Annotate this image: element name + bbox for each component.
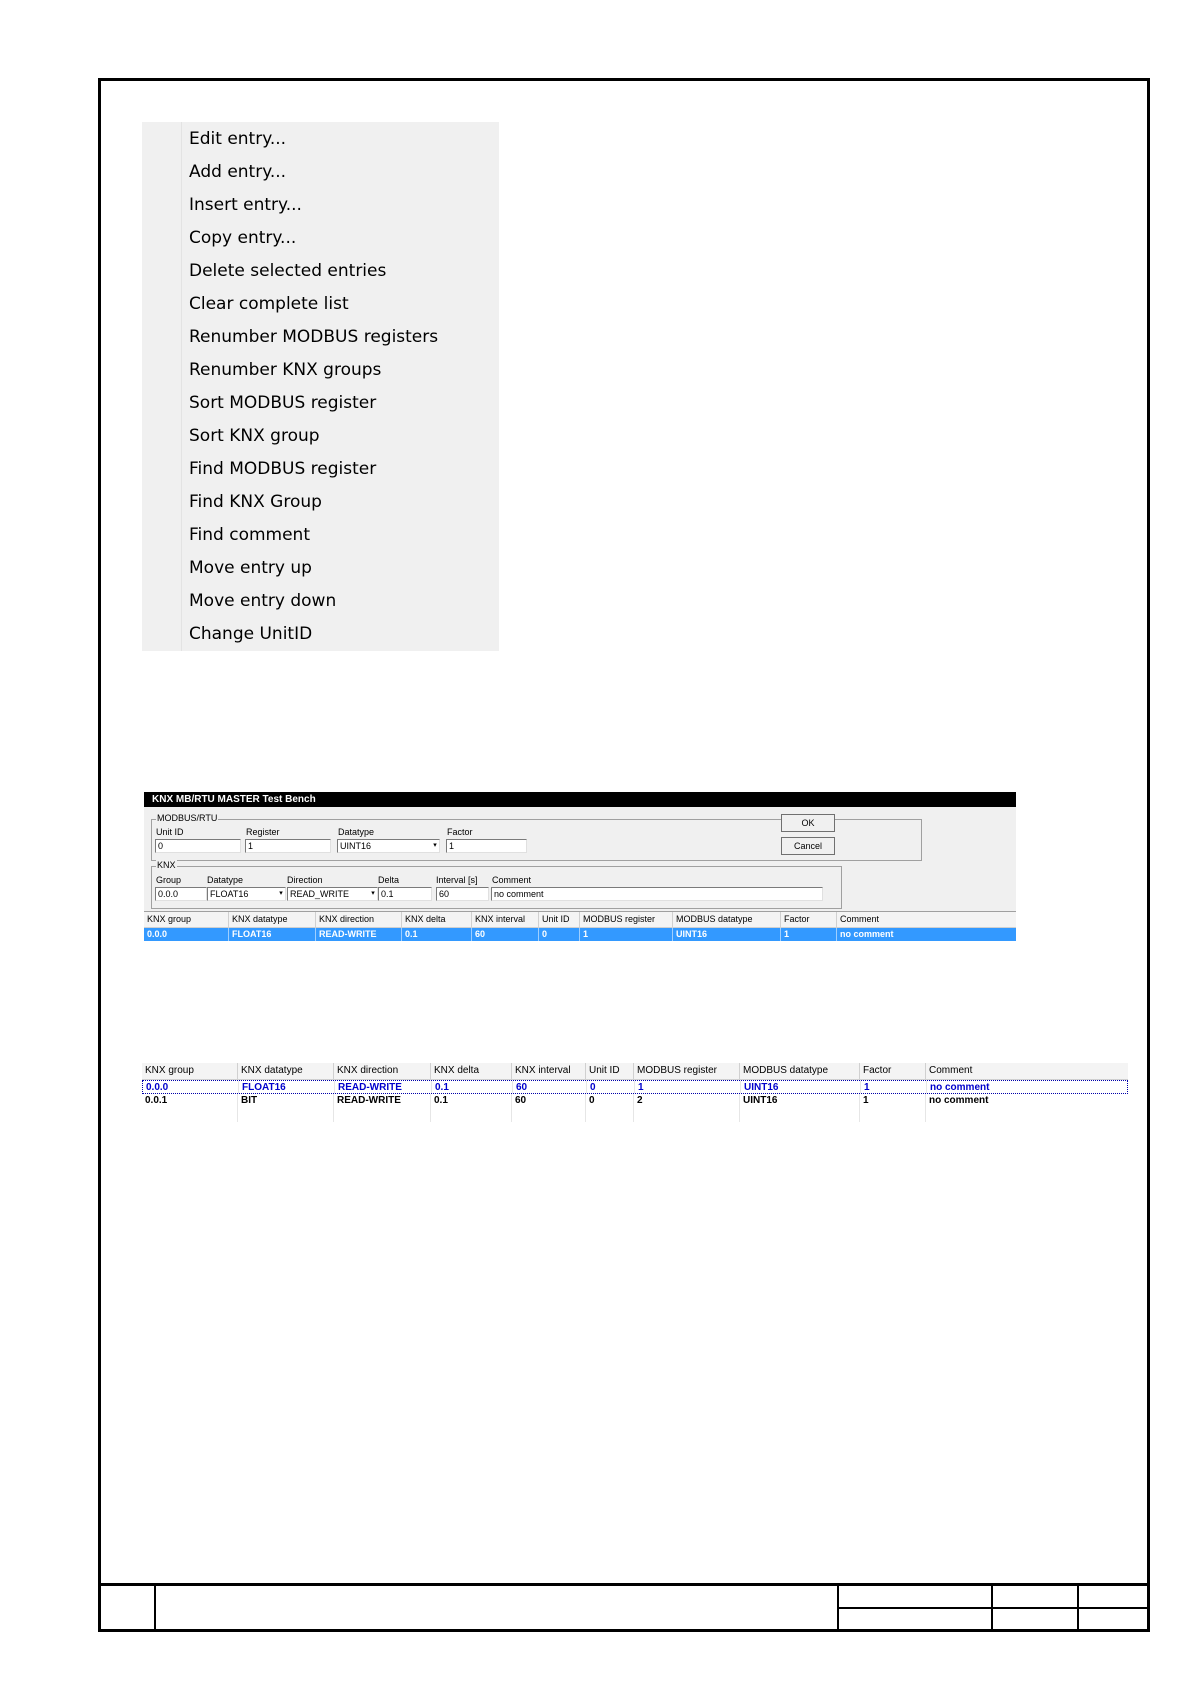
context-menu — [142, 122, 499, 651]
table-row[interactable] — [142, 1080, 1128, 1094]
empty-cell — [334, 1108, 431, 1122]
title-block-divider — [837, 1586, 839, 1632]
col-knx-interval[interactable]: KNX interval — [472, 912, 539, 927]
menu-item-delete-selected[interactable]: Delete selected entries — [189, 261, 387, 281]
cell-comment: no comment — [930, 1082, 990, 1093]
col-knx-delta[interactable]: KNX delta — [431, 1063, 512, 1079]
title-block-row-divider — [837, 1607, 1147, 1609]
cell-knx-group: 0.0.1 — [142, 1094, 238, 1108]
delta-input[interactable]: 0.1 — [378, 887, 432, 901]
empty-cell — [634, 1108, 740, 1122]
knx-datatype-value: FLOAT16 — [210, 889, 249, 899]
col-knx-group[interactable]: KNX group — [144, 912, 229, 927]
cell-knx-interval: 60 — [472, 928, 539, 941]
direction-select[interactable] — [287, 887, 378, 901]
col-knx-datatype[interactable]: KNX datatype — [238, 1063, 334, 1079]
menu-item-move-down[interactable]: Move entry down — [189, 591, 337, 611]
col-factor[interactable]: Factor — [860, 1063, 926, 1079]
menu-icon-gutter — [142, 122, 182, 651]
comment-input[interactable]: no comment — [491, 887, 823, 901]
cell-modbus-datatype: UINT16 — [741, 1081, 861, 1093]
register-label: Register — [246, 827, 280, 837]
dialog-list-header — [144, 912, 1016, 928]
menu-item-add-entry[interactable]: Add entry... — [189, 162, 287, 182]
cell-unit-id: 0 — [587, 1081, 635, 1093]
cell-knx-direction: READ-WRITE — [335, 1081, 432, 1093]
modbus-datatype-label: Datatype — [338, 827, 375, 837]
cell-knx-interval: 60 — [513, 1081, 587, 1093]
cell-modbus-register: 1 — [635, 1081, 741, 1093]
cell-knx-group: 0.0.0 — [144, 928, 229, 941]
cell-knx-group: 0.0.0 — [143, 1081, 239, 1093]
cell-modbus-register: 2 — [634, 1094, 740, 1108]
menu-item-change-unitid[interactable]: Change UnitID — [189, 624, 313, 644]
table-row[interactable] — [144, 928, 1016, 941]
dropdown-arrow-icon: ▾ — [279, 890, 283, 897]
knx-datatype-label: Datatype — [207, 875, 244, 885]
title-block-divider — [1077, 1586, 1079, 1632]
cell-factor: 1 — [781, 928, 837, 941]
cell-knx-direction: READ-WRITE — [334, 1094, 431, 1108]
col-comment[interactable]: Comment — [840, 914, 880, 924]
cell-knx-delta: 0.1 — [402, 928, 472, 941]
cell-knx-delta: 0.1 — [431, 1094, 512, 1108]
menu-item-renumber-knx[interactable]: Renumber KNX groups — [189, 360, 382, 380]
cell-knx-interval: 60 — [512, 1094, 586, 1108]
menu-item-copy-entry[interactable]: Copy entry... — [189, 228, 297, 248]
empty-cell — [142, 1108, 238, 1122]
direction-label: Direction — [287, 875, 323, 885]
cell-unit-id: 0 — [539, 928, 580, 941]
modbus-datatype-value: UINT16 — [340, 841, 372, 851]
interval-input[interactable]: 60 — [436, 887, 489, 901]
cancel-button[interactable]: Cancel — [781, 837, 835, 855]
empty-cell — [740, 1108, 860, 1122]
knx-datatype-select[interactable] — [207, 887, 286, 901]
cell-comment: no comment — [840, 929, 894, 939]
cell-knx-datatype: FLOAT16 — [239, 1081, 335, 1093]
empty-cell — [860, 1108, 926, 1122]
title-block-divider — [991, 1586, 993, 1632]
group-input[interactable]: 0.0.0 — [155, 887, 207, 901]
cell-factor: 1 — [860, 1094, 926, 1108]
factor-input[interactable]: 1 — [446, 839, 527, 853]
unit-id-input[interactable]: 0 — [155, 839, 241, 853]
menu-item-sort-modbus[interactable]: Sort MODBUS register — [189, 393, 377, 413]
title-block — [98, 1583, 1150, 1632]
menu-item-move-up[interactable]: Move entry up — [189, 558, 312, 578]
col-modbus-datatype[interactable]: MODBUS datatype — [673, 912, 781, 927]
col-modbus-register[interactable]: MODBUS register — [634, 1063, 740, 1079]
dropdown-arrow-icon: ▾ — [371, 890, 375, 897]
register-input[interactable]: 1 — [245, 839, 331, 853]
cell-modbus-register: 1 — [580, 928, 673, 941]
empty-cell — [512, 1108, 586, 1122]
menu-item-sort-knx[interactable]: Sort KNX group — [189, 426, 320, 446]
unit-id-label: Unit ID — [156, 827, 184, 837]
col-modbus-register[interactable]: MODBUS register — [580, 912, 673, 927]
test-bench-dialog — [144, 792, 1016, 947]
menu-item-find-knx[interactable]: Find KNX Group — [189, 492, 322, 512]
empty-cell — [431, 1108, 512, 1122]
modbus-datatype-select[interactable] — [337, 839, 440, 853]
cell-comment: no comment — [929, 1095, 989, 1106]
delta-label: Delta — [378, 875, 400, 885]
col-factor[interactable]: Factor — [781, 912, 837, 927]
col-knx-delta[interactable]: KNX delta — [402, 912, 472, 927]
col-unit-id[interactable]: Unit ID — [539, 912, 580, 927]
cell-knx-datatype: FLOAT16 — [229, 928, 316, 941]
col-comment[interactable]: Comment — [929, 1065, 973, 1076]
dialog-entry-list[interactable] — [144, 911, 1016, 948]
table-row[interactable] — [142, 1094, 1128, 1108]
knx-group-caption: KNX — [157, 860, 176, 870]
comment-label: Comment — [492, 875, 532, 885]
dialog-title: KNX MB/RTU MASTER Test Bench — [144, 792, 1016, 807]
cell-modbus-datatype: UINT16 — [740, 1094, 860, 1108]
col-knx-datatype[interactable]: KNX datatype — [229, 912, 316, 927]
menu-item-clear-list[interactable]: Clear complete list — [189, 294, 349, 314]
menu-item-edit-entry[interactable]: Edit entry... — [189, 129, 287, 149]
menu-item-find-comment[interactable]: Find comment — [189, 525, 311, 545]
cell-knx-direction: READ-WRITE — [316, 928, 402, 941]
col-modbus-datatype[interactable]: MODBUS datatype — [740, 1063, 860, 1079]
table-row-empty[interactable] — [142, 1108, 1128, 1122]
cell-factor: 1 — [861, 1081, 927, 1093]
col-knx-group[interactable]: KNX group — [142, 1063, 238, 1079]
cell-unit-id: 0 — [586, 1094, 634, 1108]
col-unit-id[interactable]: Unit ID — [586, 1063, 634, 1079]
entry-table-header — [142, 1063, 1128, 1080]
menu-item-insert-entry[interactable]: Insert entry... — [189, 195, 302, 215]
interval-label: Interval [s] — [436, 875, 478, 885]
col-knx-direction[interactable]: KNX direction — [316, 912, 402, 927]
entry-table[interactable] — [142, 1063, 1128, 1123]
empty-cell — [238, 1108, 334, 1122]
direction-value: READ_WRITE — [290, 889, 350, 899]
modbus-group-caption: MODBUS/RTU — [157, 813, 218, 823]
menu-item-find-modbus[interactable]: Find MODBUS register — [189, 459, 377, 479]
ok-button[interactable]: OK — [781, 814, 835, 832]
cell-modbus-datatype: UINT16 — [673, 928, 781, 941]
cell-knx-datatype: BIT — [238, 1094, 334, 1108]
title-block-divider — [154, 1586, 156, 1632]
cell-knx-delta: 0.1 — [432, 1081, 513, 1093]
empty-cell — [586, 1108, 634, 1122]
col-knx-direction[interactable]: KNX direction — [334, 1063, 431, 1079]
menu-item-renumber-modbus[interactable]: Renumber MODBUS registers — [189, 327, 439, 347]
col-knx-interval[interactable]: KNX interval — [512, 1063, 586, 1079]
factor-label: Factor — [447, 827, 473, 837]
dropdown-arrow-icon: ▾ — [433, 842, 437, 849]
group-label: Group — [156, 875, 182, 885]
